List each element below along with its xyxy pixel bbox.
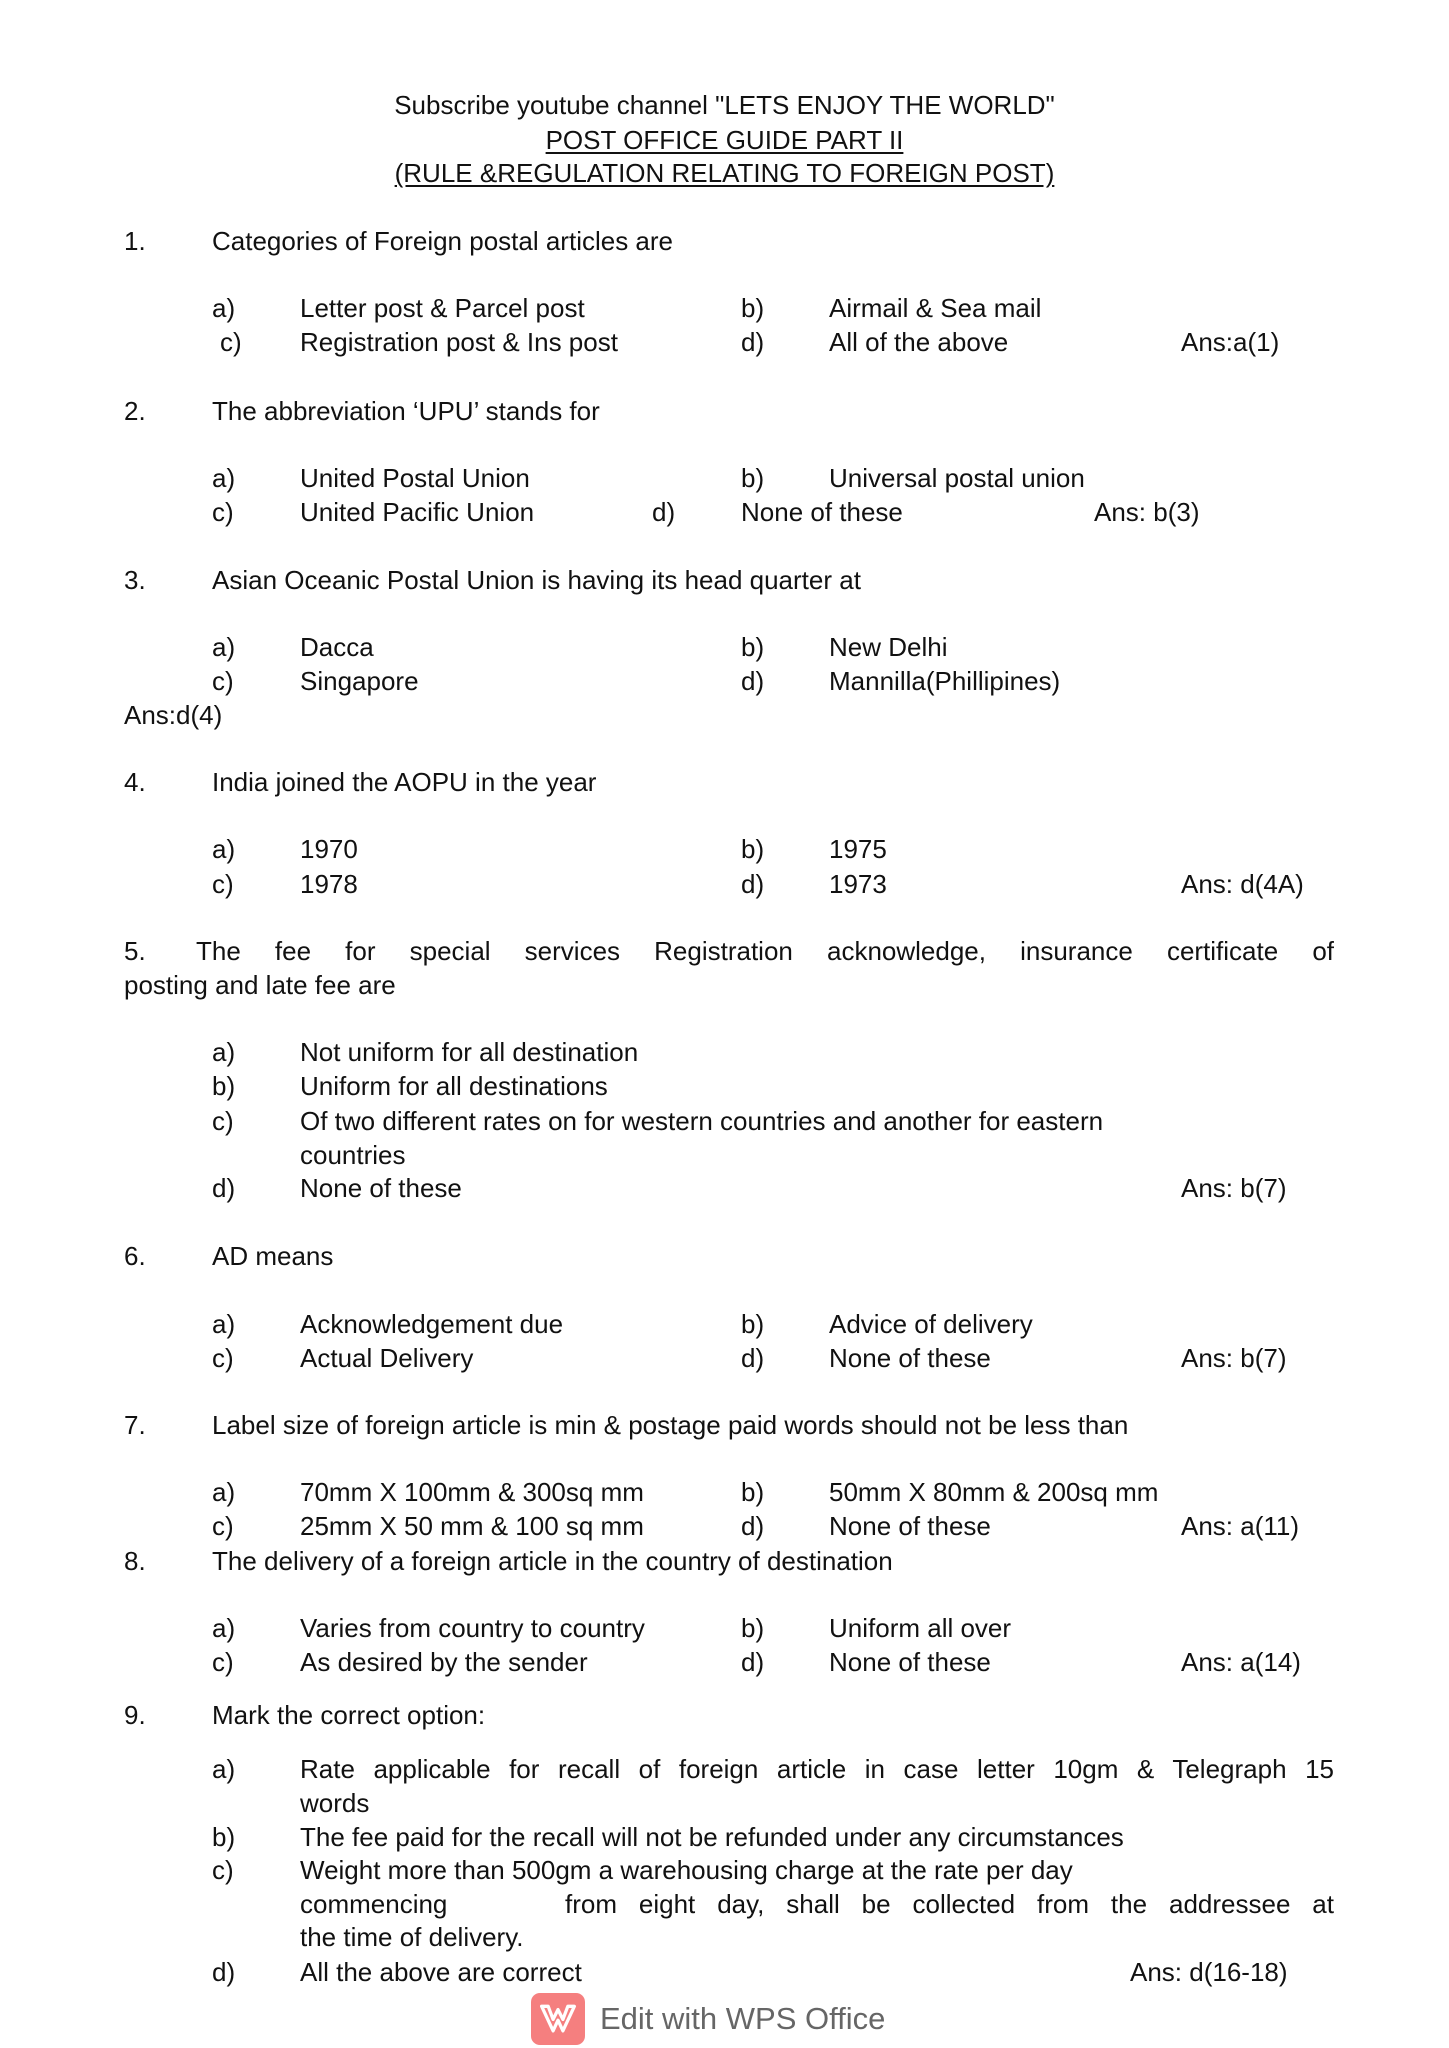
option-b: Airmail & Sea mail: [829, 293, 1042, 323]
option-label: c): [212, 1647, 234, 1677]
option-d: Mannilla(Phillipines): [829, 666, 1061, 696]
question-text: India joined the AOPU in the year: [212, 767, 597, 797]
option-label: d): [212, 1957, 236, 1987]
option-c-continued: from eight day, shall be collected from the addressee at: [565, 1889, 1334, 1919]
option-a: 70mm X 100mm & 300sq mm: [300, 1477, 644, 1507]
option-c-continued: countries: [300, 1140, 406, 1170]
option-d: None of these: [829, 1343, 991, 1373]
option-label: d): [741, 666, 765, 696]
option-label: c): [212, 1511, 234, 1541]
option-label: d): [212, 1173, 236, 1203]
option-label: b): [741, 1477, 765, 1507]
option-label: a): [212, 1613, 236, 1643]
document-subtitle: (RULE &REGULATION RELATING TO FOREIGN POST): [394, 158, 1055, 188]
wps-office-logo-icon[interactable]: [531, 1993, 585, 2045]
option-label: a): [212, 463, 236, 493]
option-label: a): [212, 1309, 236, 1339]
option-c-continued: the time of delivery.: [300, 1922, 524, 1952]
option-label: b): [741, 1309, 765, 1339]
answer: Ans: a(14): [1181, 1647, 1301, 1677]
option-c-continued: commencing: [300, 1889, 448, 1919]
option-label: c): [212, 869, 234, 899]
option-label: c): [220, 327, 242, 357]
option-label: d): [741, 327, 765, 357]
option-label: b): [212, 1822, 236, 1852]
option-d: None of these: [741, 497, 903, 527]
option-c: Weight more than 500gm a warehousing charge at the rate per day: [300, 1855, 1073, 1885]
option-a-continued: words: [300, 1788, 370, 1818]
option-b: The fee paid for the recall will not be refunded under any circumstances: [300, 1822, 1124, 1852]
option-label: c): [212, 497, 234, 527]
question-text-continued: posting and late fee are: [124, 970, 396, 1000]
option-c: Registration post & Ins post: [300, 327, 618, 357]
option-label: d): [741, 869, 765, 899]
question-text: Mark the correct option:: [212, 1700, 486, 1730]
option-c: Singapore: [300, 666, 419, 696]
option-b: 1975: [829, 834, 887, 864]
question-number: 6.: [124, 1241, 146, 1271]
question-number: 1.: [124, 226, 146, 256]
option-label: b): [741, 834, 765, 864]
option-label: d): [741, 1647, 765, 1677]
option-b: Uniform for all destinations: [300, 1071, 608, 1101]
option-label: a): [212, 1754, 236, 1784]
option-d: None of these: [300, 1173, 462, 1203]
option-a: Dacca: [300, 632, 374, 662]
question-text: Label size of foreign article is min & postage paid words should not be less than: [212, 1410, 1129, 1440]
answer: Ans:d(4): [124, 700, 223, 730]
question-text: Categories of Foreign postal articles are: [212, 226, 674, 256]
option-c: 1978: [300, 869, 358, 899]
option-label: d): [652, 497, 676, 527]
question-number: 8.: [124, 1546, 146, 1576]
option-label: b): [741, 293, 765, 323]
question-number: 5.: [124, 936, 146, 966]
question-text: Asian Oceanic Postal Union is having its head quarter at: [212, 565, 861, 595]
option-label: b): [741, 1613, 765, 1643]
option-c: 25mm X 50 mm & 100 sq mm: [300, 1511, 644, 1541]
option-b: Advice of delivery: [829, 1309, 1033, 1339]
option-label: d): [741, 1511, 765, 1541]
option-d: None of these: [829, 1511, 991, 1541]
option-c: Of two different rates on for western countries and another for eastern: [300, 1106, 1104, 1136]
question-number: 2.: [124, 396, 146, 426]
option-a: Acknowledgement due: [300, 1309, 564, 1339]
option-label: d): [741, 1343, 765, 1373]
question-text: The delivery of a foreign article in the country of destination: [212, 1546, 893, 1576]
option-label: c): [212, 1855, 234, 1885]
option-a: Letter post & Parcel post: [300, 293, 585, 323]
option-label: b): [212, 1071, 236, 1101]
question-text: The abbreviation ‘UPU’ stands for: [212, 396, 600, 426]
answer: Ans: d(4A): [1181, 869, 1304, 899]
question-number: 7.: [124, 1410, 146, 1440]
option-b: New Delhi: [829, 632, 948, 662]
header-subscribe: Subscribe youtube channel "LETS ENJOY THE WORLD": [394, 90, 1055, 120]
answer: Ans: d(16-18): [1130, 1957, 1288, 1987]
option-a: United Postal Union: [300, 463, 530, 493]
option-label: b): [741, 463, 765, 493]
question-text: The fee for special services Registration acknowledge, insurance certificate of: [196, 936, 1334, 966]
answer: Ans:a(1): [1181, 327, 1280, 357]
option-c: United Pacific Union: [300, 497, 535, 527]
option-label: a): [212, 293, 236, 323]
answer: Ans: a(11): [1181, 1511, 1300, 1541]
option-c: As desired by the sender: [300, 1647, 588, 1677]
option-label: a): [212, 632, 236, 662]
answer: Ans: b(7): [1181, 1173, 1287, 1203]
option-label: c): [212, 1106, 234, 1136]
wps-watermark-link[interactable]: Edit with WPS Office: [600, 2001, 886, 2036]
option-label: a): [212, 1037, 236, 1067]
option-label: c): [212, 1343, 234, 1373]
answer: Ans: b(7): [1181, 1343, 1287, 1373]
option-label: a): [212, 1477, 236, 1507]
option-d: 1973: [829, 869, 887, 899]
question-number: 4.: [124, 767, 146, 797]
option-b: 50mm X 80mm & 200sq mm: [829, 1477, 1159, 1507]
option-label: b): [741, 632, 765, 662]
option-d: All of the above: [829, 327, 1009, 357]
option-a: Rate applicable for recall of foreign article in case letter 10gm & Telegraph 15: [300, 1754, 1334, 1784]
option-label: a): [212, 834, 236, 864]
document-title: POST OFFICE GUIDE PART II: [545, 125, 904, 155]
option-a: Varies from country to country: [300, 1613, 645, 1643]
answer: Ans: b(3): [1094, 497, 1200, 527]
option-c: Actual Delivery: [300, 1343, 474, 1373]
option-label: c): [212, 666, 234, 696]
option-a: Not uniform for all destination: [300, 1037, 639, 1067]
option-a: 1970: [300, 834, 358, 864]
option-b: Universal postal union: [829, 463, 1085, 493]
option-d: All the above are correct: [300, 1957, 582, 1987]
option-d: None of these: [829, 1647, 991, 1677]
question-text: AD means: [212, 1241, 334, 1271]
question-number: 9.: [124, 1700, 146, 1730]
option-b: Uniform all over: [829, 1613, 1012, 1643]
question-number: 3.: [124, 565, 146, 595]
